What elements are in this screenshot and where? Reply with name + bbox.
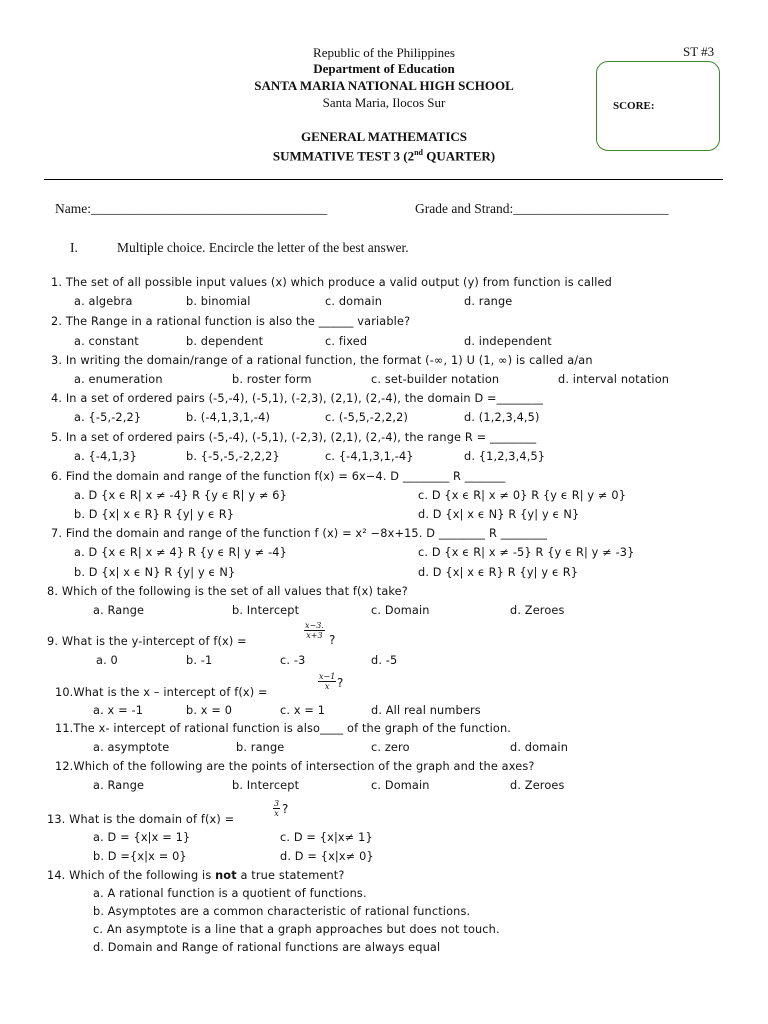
- school-location: Santa Maria, Ilocos Sur: [322, 95, 446, 110]
- choice[interactable]: c. D {x ϵ R| x ≠ 0} R {y ϵ R| y ≠ 0}: [418, 489, 627, 502]
- choice[interactable]: d. All real numbers: [371, 704, 481, 717]
- choice[interactable]: b. D {x| x ϵ R} R {y| y ϵ R}: [74, 508, 235, 521]
- choice[interactable]: d. (1,2,3,4,5): [464, 411, 540, 424]
- fraction-q13: [273, 799, 280, 818]
- republic-line: Republic of the Philippines: [313, 45, 455, 60]
- choice[interactable]: b. Intercept: [232, 779, 300, 792]
- choice[interactable]: b. {-5,-5,-2,2,2}: [186, 450, 280, 463]
- fraction-q10: [318, 672, 336, 691]
- fraction-denominator: x: [274, 809, 279, 818]
- choice[interactable]: d. Zeroes: [510, 779, 565, 792]
- question-5: 5. In a set of ordered pairs (-5,-4), (-5,1), (-2,3), (2,1), (2,-4), the range R = ________: [51, 431, 537, 444]
- choice[interactable]: c. Domain: [371, 779, 430, 792]
- choice[interactable]: d. independent: [464, 335, 552, 348]
- question-9-end: ?: [329, 633, 336, 647]
- question-10: 10.What is the x – intercept of f(x) =: [55, 686, 268, 699]
- choice[interactable]: b. D ={x|x = 0}: [93, 850, 187, 863]
- choice[interactable]: a. D {x ϵ R| x ≠ -4} R {y ϵ R| y ≠ 6}: [74, 489, 287, 502]
- test-code: ST #3: [683, 44, 715, 59]
- question-9: 9. What is the y-intercept of f(x) =: [47, 635, 247, 648]
- choice[interactable]: a. asymptote: [93, 741, 170, 754]
- choice[interactable]: b. Asymptotes are a common characteristic of rational functions.: [93, 905, 471, 918]
- header-divider: [44, 179, 723, 180]
- school-name: SANTA MARIA NATIONAL HIGH SCHOOL: [254, 78, 514, 93]
- department-line: Department of Education: [313, 61, 455, 76]
- choice[interactable]: d. {1,2,3,4,5}: [464, 450, 546, 463]
- choice[interactable]: a. D = {x|x = 1}: [93, 831, 191, 844]
- choice[interactable]: b. dependent: [186, 335, 264, 348]
- choice[interactable]: a. Range: [93, 779, 145, 792]
- choice[interactable]: d. Zeroes: [510, 604, 565, 617]
- choice[interactable]: c. An asymptote is a line that a graph approaches but does not touch.: [93, 923, 500, 936]
- choice[interactable]: c. fixed: [325, 335, 368, 348]
- question-2: 2. The Range in a rational function is also the ______ variable?: [51, 315, 411, 328]
- choice[interactable]: b. -1: [186, 654, 213, 667]
- fraction-numerator: 3: [274, 799, 280, 808]
- question-11: 11.The x- intercept of rational function is also____ of the graph of the function.: [55, 722, 512, 735]
- choice[interactable]: c. D {x ϵ R| x ≠ -5} R {y ϵ R| y ≠ -3}: [418, 546, 635, 559]
- choice[interactable]: d. D = {x|x≠ 0}: [280, 850, 374, 863]
- choice[interactable]: d. -5: [371, 654, 398, 667]
- fraction-denominator: x: [324, 682, 330, 691]
- choice[interactable]: a. algebra: [74, 295, 133, 308]
- question-4: 4. In a set of ordered pairs (-5,-4), (-5,1), (-2,3), (2,1), (2,-4), the domain D =________: [51, 392, 544, 405]
- choice[interactable]: b. (-4,1,3,1,-4): [186, 411, 271, 424]
- choice[interactable]: c. Domain: [371, 604, 430, 617]
- fraction-numerator: x−1: [319, 672, 336, 681]
- choice[interactable]: c. set-builder notation: [371, 373, 500, 386]
- choice[interactable]: c. (-5,5,-2,2,2): [325, 411, 409, 424]
- fraction-denominator: x+3: [306, 631, 323, 640]
- test-title: SUMMATIVE TEST 3 (2nd QUARTER): [272, 148, 496, 164]
- choice[interactable]: a. enumeration: [74, 373, 163, 386]
- choice[interactable]: c. {-4,1,3,1,-4}: [325, 450, 414, 463]
- instructions-text: Multiple choice. Encircle the letter of the best answer.: [117, 240, 409, 255]
- name-field[interactable]: Name:___________________________________: [55, 201, 328, 216]
- subject-title: GENERAL MATHEMATICS: [300, 129, 467, 144]
- choice[interactable]: d. domain: [510, 741, 569, 754]
- choice[interactable]: a. 0: [96, 654, 118, 667]
- score-label: SCORE:: [613, 100, 655, 112]
- question-13: 13. What is the domain of f(x) =: [47, 813, 235, 826]
- grade-strand-field[interactable]: Grade and Strand:_______________________: [415, 201, 669, 216]
- choice[interactable]: d. range: [464, 295, 513, 308]
- choice[interactable]: c. domain: [325, 295, 383, 308]
- choice[interactable]: d. D {x| x ϵ N} R {y| y ϵ N}: [418, 508, 580, 521]
- choice[interactable]: a. D {x ϵ R| x ≠ 4} R {y ϵ R| y ≠ -4}: [74, 546, 287, 559]
- choice[interactable]: d. interval notation: [558, 373, 670, 386]
- question-6: 6. Find the domain and range of the function f(x) = 6x−4. D ________ R _______: [51, 470, 506, 483]
- choice[interactable]: a. constant: [74, 335, 139, 348]
- choice[interactable]: c. D = {x|x≠ 1}: [280, 831, 373, 844]
- question-12: 12.Which of the following are the points of intersection of the graph and the axes?: [55, 760, 535, 773]
- choice[interactable]: b. binomial: [186, 295, 251, 308]
- choice[interactable]: a. x = -1: [93, 704, 144, 717]
- choice[interactable]: a. {-4,1,3}: [74, 450, 137, 463]
- question-3: 3. In writing the domain/range of a rational function, the format (-∞, 1) U (1, ∞) is called a/an: [51, 354, 593, 367]
- section-number: I.: [70, 240, 78, 255]
- choice[interactable]: b. Intercept: [232, 604, 300, 617]
- fraction-numerator: x−3.: [305, 621, 324, 630]
- question-7: 7. Find the domain and range of the function f (x) = x² −8x+15. D ________ R ________: [51, 527, 548, 540]
- choice[interactable]: a. Range: [93, 604, 145, 617]
- question-14: 14. Which of the following is not a true statement?: [47, 869, 345, 882]
- question-1: 1. The set of all possible input values (x) which produce a valid output (y) from function is called: [51, 276, 612, 289]
- question-10-end: ?: [337, 676, 344, 690]
- fraction-q9: [304, 621, 325, 640]
- choice[interactable]: b. x = 0: [186, 704, 233, 717]
- choice[interactable]: a. A rational function is a quotient of functions.: [93, 887, 367, 900]
- choice[interactable]: b. D {x| x ϵ N} R {y| y ϵ N}: [74, 566, 236, 579]
- choice[interactable]: b. range: [236, 741, 285, 754]
- choice[interactable]: d. D {x| x ϵ R} R {y| y ϵ R}: [418, 566, 579, 579]
- choice[interactable]: c. x = 1: [280, 704, 326, 717]
- choice[interactable]: c. zero: [371, 741, 410, 754]
- choice[interactable]: b. roster form: [232, 373, 312, 386]
- question-8: 8. Which of the following is the set of all values that f(x) take?: [47, 585, 408, 598]
- choice[interactable]: c. -3: [280, 654, 306, 667]
- choice[interactable]: a. {-5,-2,2}: [74, 411, 142, 424]
- choice[interactable]: d. Domain and Range of rational functions are always equal: [93, 941, 441, 954]
- question-13-end: ?: [282, 802, 289, 816]
- score-box: [596, 61, 720, 151]
